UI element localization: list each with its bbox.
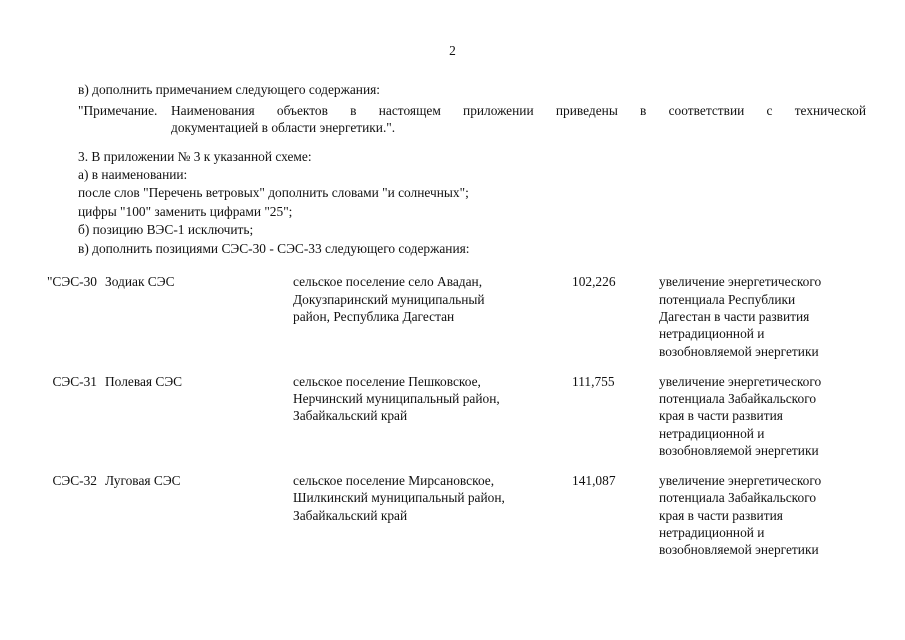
note-text-line-2: документацией в области энергетики.". bbox=[171, 120, 396, 135]
row-purpose-line: края в части развития bbox=[659, 408, 783, 423]
row-purpose-line: возобновляемой энергетики bbox=[659, 344, 819, 359]
row-power: 102,226 bbox=[572, 274, 616, 289]
row-purpose-line: нетрадиционной и bbox=[659, 426, 765, 441]
row-name: Луговая СЭС bbox=[105, 473, 181, 488]
note-text-line-1: Наименования объектов в настоящем приложении приведены в соответствии с технической bbox=[171, 103, 866, 118]
paragraph-item-a-2: цифры "100" заменить цифрами "25"; bbox=[78, 204, 293, 219]
row-name: Полевая СЭС bbox=[105, 374, 183, 389]
row-purpose-line: возобновляемой энергетики bbox=[659, 443, 819, 458]
paragraph-v-supplement: в) дополнить примечанием следующего содержания: bbox=[78, 82, 381, 97]
row-purpose-line: края в части развития bbox=[659, 508, 783, 523]
row-location-line: Забайкальский край bbox=[293, 408, 408, 423]
paragraph-item-a-1: после слов "Перечень ветровых" дополнить словами "и солнечных"; bbox=[78, 185, 469, 200]
row-power: 141,087 bbox=[572, 473, 616, 488]
row-purpose-line: Дагестан в части развития bbox=[659, 309, 810, 324]
row-purpose-line: нетрадиционной и bbox=[659, 326, 765, 341]
row-location-line: сельское поселение село Авадан, bbox=[293, 274, 483, 289]
row-purpose-line: потенциала Республики bbox=[659, 292, 796, 307]
note-label: "Примечание. bbox=[78, 103, 158, 118]
row-purpose-line: увеличение энергетического bbox=[659, 473, 822, 488]
paragraph-item-b: б) позицию ВЭС-1 исключить; bbox=[78, 222, 254, 237]
row-code: "СЭС-30 bbox=[46, 274, 97, 289]
page-number: 2 bbox=[449, 43, 456, 58]
row-purpose-line: потенциала Забайкальского bbox=[659, 391, 817, 406]
row-location-line: сельское поселение Мирсановское, bbox=[293, 473, 495, 488]
row-purpose-line: возобновляемой энергетики bbox=[659, 542, 819, 557]
row-location-line: Шилкинский муниципальный район, bbox=[293, 490, 505, 505]
row-location-line: Нерчинский муниципальный район, bbox=[293, 391, 500, 406]
row-purpose-line: нетрадиционной и bbox=[659, 525, 765, 540]
row-location-line: Забайкальский край bbox=[293, 508, 408, 523]
row-code: СЭС-32 bbox=[52, 473, 97, 488]
row-purpose-line: увеличение энергетического bbox=[659, 274, 822, 289]
row-purpose-line: увеличение энергетического bbox=[659, 374, 822, 389]
paragraph-item-v: в) дополнить позициями СЭС-30 - СЭС-33 следующего содержания: bbox=[78, 241, 470, 256]
paragraph-item-3: 3. В приложении № 3 к указанной схеме: bbox=[78, 149, 312, 164]
row-location-line: Докузпаринский муниципальный bbox=[293, 292, 485, 307]
row-power: 111,755 bbox=[572, 374, 615, 389]
row-location-line: район, Республика Дагестан bbox=[293, 309, 455, 324]
row-purpose-line: потенциала Забайкальского bbox=[659, 490, 817, 505]
row-code: СЭС-31 bbox=[52, 374, 97, 389]
paragraph-item-a: а) в наименовании: bbox=[78, 167, 188, 182]
row-name: Зодиак СЭС bbox=[105, 274, 175, 289]
row-location-line: сельское поселение Пешковское, bbox=[293, 374, 481, 389]
